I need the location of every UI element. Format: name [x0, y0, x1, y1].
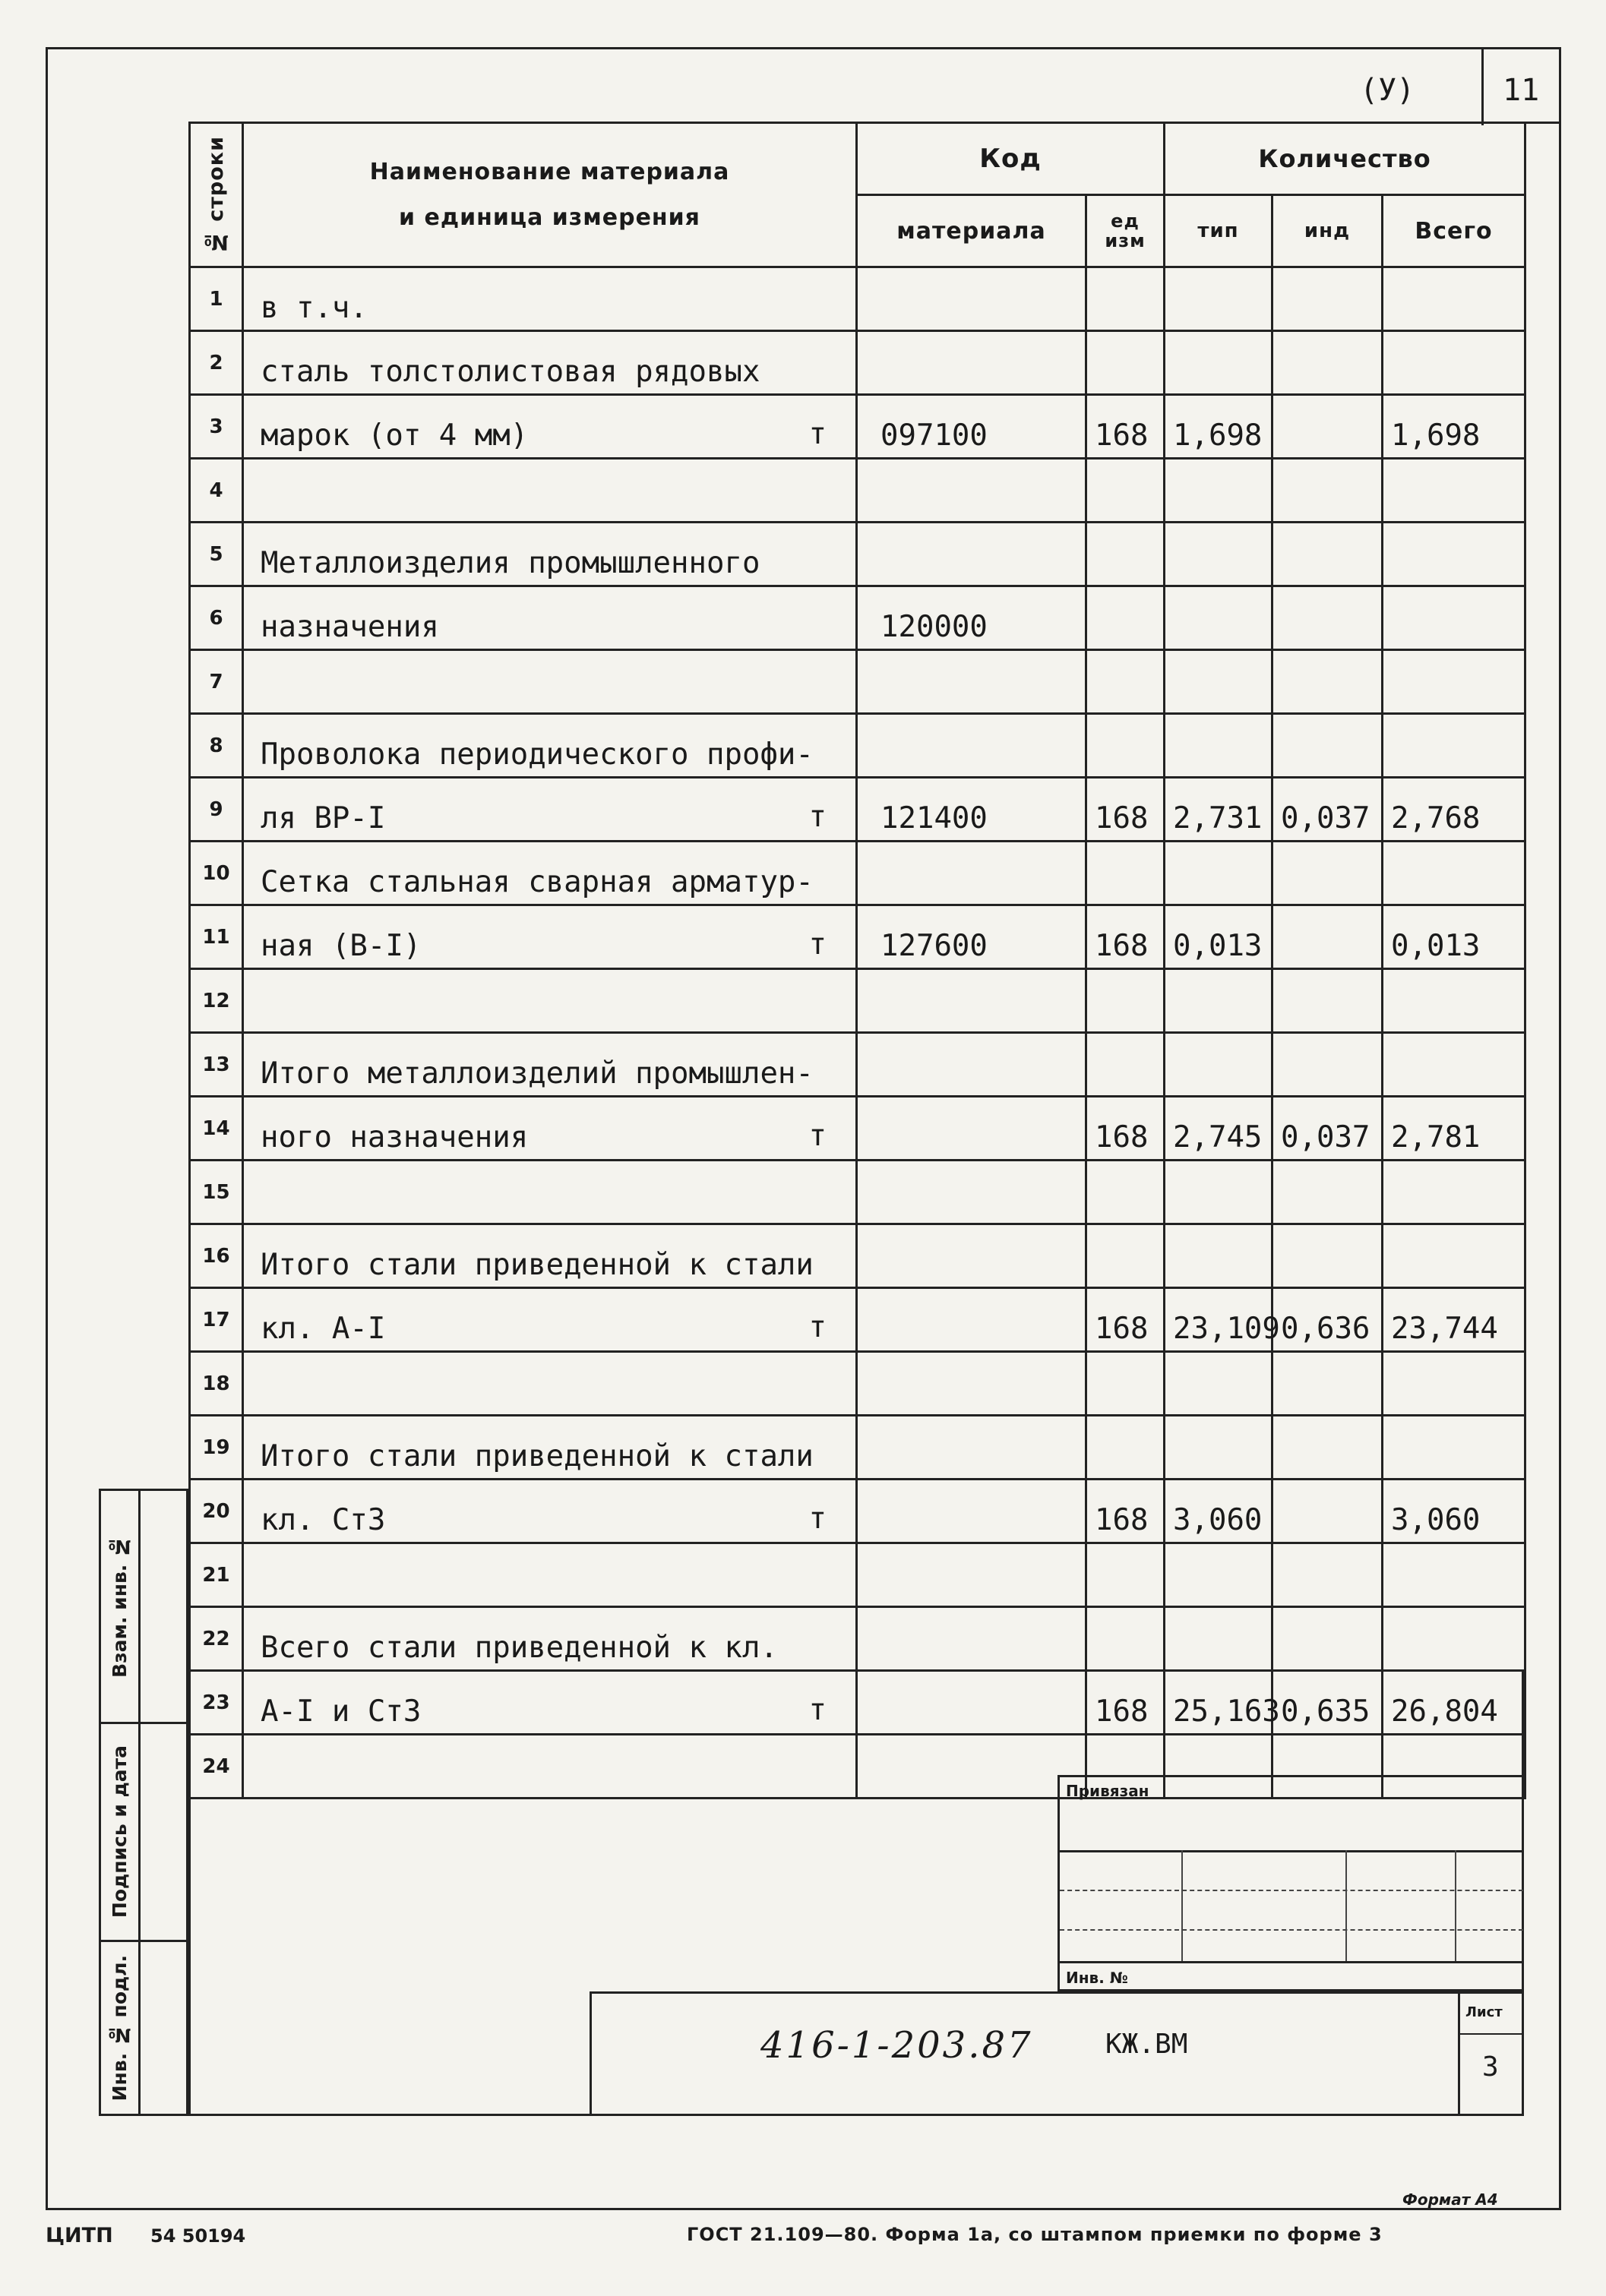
material-code — [857, 331, 1086, 395]
unit-code — [1086, 331, 1165, 395]
row-number: 20 — [190, 1480, 243, 1543]
material-name-text: кл. А-I — [261, 1312, 386, 1346]
measure-unit: т — [808, 417, 827, 451]
qty-typ — [1165, 459, 1272, 523]
unit-code — [1086, 586, 1165, 650]
qty-total — [1383, 523, 1525, 586]
table-row — [190, 1416, 1525, 1480]
qty-total: 2,768 — [1383, 778, 1525, 842]
material-code — [857, 1543, 1086, 1607]
inv-no-label: Инв. № — [1066, 1969, 1128, 1987]
material-code — [857, 650, 1086, 714]
measure-unit: т — [808, 1502, 827, 1536]
unit-code — [1086, 1416, 1165, 1480]
col-name — [243, 123, 857, 267]
table-row — [190, 1543, 1525, 1607]
qty-total — [1383, 969, 1525, 1033]
unit-code — [1086, 1543, 1165, 1607]
qty-typ — [1165, 842, 1272, 905]
qty-ind — [1272, 1224, 1383, 1288]
table-row — [190, 1224, 1525, 1288]
row-number: 23 — [190, 1671, 243, 1735]
material-name-text: ного назначения — [261, 1120, 529, 1154]
qty-ind — [1272, 714, 1383, 778]
material-code — [857, 1033, 1086, 1097]
material-name-text: Сетка стальная сварная арматур- — [261, 865, 814, 899]
qty-total — [1383, 842, 1525, 905]
corner-label: (У) — [1360, 73, 1415, 108]
unit-code: 168 — [1086, 1671, 1165, 1735]
material-code: 127600 — [857, 905, 1086, 969]
privyazan-block — [1057, 1775, 1524, 1991]
row-number: 13 — [190, 1033, 243, 1097]
format-label: Формат А4 — [1402, 2190, 1498, 2209]
material-name — [243, 1543, 857, 1607]
table-row — [190, 331, 1525, 395]
table-row — [190, 1607, 1525, 1671]
qty-typ — [1165, 1543, 1272, 1607]
table-row — [190, 267, 1525, 331]
col-name-line1: Наименование материала — [369, 158, 730, 185]
material-name — [243, 395, 857, 459]
qty-ind — [1272, 1033, 1383, 1097]
measure-unit: т — [808, 800, 827, 834]
unit-code — [1086, 969, 1165, 1033]
qty-typ — [1165, 650, 1272, 714]
material-name — [243, 523, 857, 586]
qty-typ — [1165, 1416, 1272, 1480]
row-number: 1 — [190, 267, 243, 331]
privyazan-label: Привязан — [1066, 1782, 1149, 1800]
material-name — [243, 1097, 857, 1161]
qty-typ — [1165, 969, 1272, 1033]
table-row — [190, 1480, 1525, 1543]
side-podpis — [99, 1722, 188, 1942]
col-code-material: материала — [857, 195, 1086, 267]
material-name — [243, 1288, 857, 1352]
unit-code — [1086, 459, 1165, 523]
material-code — [857, 714, 1086, 778]
table-row — [190, 395, 1525, 459]
material-name — [243, 905, 857, 969]
qty-ind: 0,037 — [1272, 1097, 1383, 1161]
material-code — [857, 842, 1086, 905]
material-code — [857, 459, 1086, 523]
row-number: 19 — [190, 1416, 243, 1480]
doc-mark: КЖ.ВМ — [1105, 2029, 1188, 2060]
material-name — [243, 1480, 857, 1543]
qty-total — [1383, 459, 1525, 523]
qty-ind — [1272, 331, 1383, 395]
table-row — [190, 714, 1525, 778]
side-vzam — [99, 1489, 188, 1724]
row-number: 22 — [190, 1607, 243, 1671]
qty-total — [1383, 1607, 1525, 1671]
material-code: 097100 — [857, 395, 1086, 459]
qty-typ — [1165, 523, 1272, 586]
material-code — [857, 1352, 1086, 1416]
row-number: 24 — [190, 1735, 243, 1799]
qty-ind — [1272, 1161, 1383, 1224]
sheet-value: 3 — [1482, 2051, 1499, 2083]
qty-total: 1,698 — [1383, 395, 1525, 459]
material-name — [243, 778, 857, 842]
material-name-text: А-I и Ст3 — [261, 1694, 422, 1729]
qty-total — [1383, 1416, 1525, 1480]
table-row — [190, 778, 1525, 842]
material-name-text: в т.ч. — [261, 291, 368, 325]
row-number: 10 — [190, 842, 243, 905]
material-name — [243, 1352, 857, 1416]
unit-code: 168 — [1086, 1480, 1165, 1543]
row-number: 18 — [190, 1352, 243, 1416]
material-code — [857, 1161, 1086, 1224]
qty-typ — [1165, 1352, 1272, 1416]
table-row — [190, 1161, 1525, 1224]
qty-ind — [1272, 969, 1383, 1033]
qty-total — [1383, 650, 1525, 714]
measure-unit: т — [808, 1310, 827, 1344]
qty-total — [1383, 1543, 1525, 1607]
table-row — [190, 523, 1525, 586]
unit-code — [1086, 650, 1165, 714]
row-number: 7 — [190, 650, 243, 714]
footer-gost: ГОСТ 21.109—80. Форма 1а, со штампом приемки по форме 3 — [687, 2224, 1383, 2245]
col-row-number: № строки — [190, 123, 243, 267]
doc-code: 416-1-203.87 — [760, 2024, 1033, 2067]
row-number: 8 — [190, 714, 243, 778]
qty-ind — [1272, 523, 1383, 586]
qty-ind — [1272, 842, 1383, 905]
qty-typ — [1165, 1224, 1272, 1288]
qty-total: 3,060 — [1383, 1480, 1525, 1543]
material-code — [857, 1224, 1086, 1288]
row-number: 3 — [190, 395, 243, 459]
qty-typ — [1165, 1033, 1272, 1097]
material-name — [243, 650, 857, 714]
material-name-text: назначения — [261, 610, 439, 644]
table-row — [190, 650, 1525, 714]
qty-total: 23,744 — [1383, 1288, 1525, 1352]
qty-typ: 23,109 — [1165, 1288, 1272, 1352]
material-name — [243, 1033, 857, 1097]
qty-ind — [1272, 1607, 1383, 1671]
col-code-group: Код — [857, 123, 1165, 195]
unit-code: 168 — [1086, 395, 1165, 459]
material-name — [243, 714, 857, 778]
qty-typ: 0,013 — [1165, 905, 1272, 969]
material-name-text: сталь толстолистовая рядовых — [261, 355, 760, 389]
material-code — [857, 1416, 1086, 1480]
qty-ind — [1272, 650, 1383, 714]
row-number: 17 — [190, 1288, 243, 1352]
row-number: 9 — [190, 778, 243, 842]
material-code — [857, 1288, 1086, 1352]
unit-code: 168 — [1086, 905, 1165, 969]
unit-code — [1086, 1607, 1165, 1671]
row-number: 5 — [190, 523, 243, 586]
measure-unit: т — [808, 927, 827, 962]
table-row — [190, 842, 1525, 905]
qty-typ: 1,698 — [1165, 395, 1272, 459]
qty-ind — [1272, 1480, 1383, 1543]
row-number: 15 — [190, 1161, 243, 1224]
unit-code — [1086, 523, 1165, 586]
unit-code — [1086, 1352, 1165, 1416]
material-name-text: Всего стали приведенной к кл. — [261, 1631, 778, 1665]
table-row — [190, 1033, 1525, 1097]
unit-code: 168 — [1086, 1288, 1165, 1352]
qty-typ: 25,163 — [1165, 1671, 1272, 1735]
col-qty-group: Количество — [1165, 123, 1525, 195]
material-name-text: Проволока периодического профи- — [261, 737, 814, 772]
row-number: 6 — [190, 586, 243, 650]
material-name — [243, 1607, 857, 1671]
unit-code — [1086, 267, 1165, 331]
material-name — [243, 969, 857, 1033]
qty-typ — [1165, 1161, 1272, 1224]
qty-ind: 0,635 — [1272, 1671, 1383, 1735]
material-name-text: Итого стали приведенной к стали — [261, 1439, 814, 1473]
row-number: 11 — [190, 905, 243, 969]
qty-ind — [1272, 1352, 1383, 1416]
table-row — [190, 969, 1525, 1033]
material-code — [857, 523, 1086, 586]
table-row — [190, 459, 1525, 523]
table-row — [190, 1288, 1525, 1352]
qty-typ: 3,060 — [1165, 1480, 1272, 1543]
qty-ind — [1272, 586, 1383, 650]
materials-table — [188, 122, 1526, 1799]
side-podpis-label: Подпись и дата — [109, 1745, 131, 1919]
side-vzam-label: Взам. инв. № — [109, 1535, 131, 1678]
row-number: 21 — [190, 1543, 243, 1607]
qty-typ — [1165, 331, 1272, 395]
qty-ind — [1272, 395, 1383, 459]
material-name — [243, 459, 857, 523]
side-inv-podl-label: Инв. № подл. — [109, 1954, 131, 2102]
material-name — [243, 586, 857, 650]
material-name — [243, 331, 857, 395]
measure-unit: т — [808, 1119, 827, 1153]
row-number: 16 — [190, 1224, 243, 1288]
material-name-text: Металлоизделия промышленного — [261, 546, 760, 580]
material-code — [857, 1607, 1086, 1671]
unit-code — [1086, 1161, 1165, 1224]
material-name — [243, 267, 857, 331]
corner-divider — [1481, 47, 1484, 125]
qty-typ — [1165, 267, 1272, 331]
col-qty-total: Всего — [1383, 195, 1525, 267]
qty-total — [1383, 1224, 1525, 1288]
col-name-line2: и единица измерения — [399, 204, 700, 231]
material-name-text: ля ВР-I — [261, 801, 386, 835]
unit-code — [1086, 714, 1165, 778]
qty-total: 26,804 — [1383, 1671, 1525, 1735]
side-inv-podl — [99, 1940, 188, 2116]
qty-typ — [1165, 1607, 1272, 1671]
row-number: 12 — [190, 969, 243, 1033]
unit-code — [1086, 1224, 1165, 1288]
measure-unit: т — [808, 1693, 827, 1727]
qty-ind — [1272, 459, 1383, 523]
footer-number: 54 50194 — [150, 2225, 246, 2247]
qty-total — [1383, 267, 1525, 331]
qty-total — [1383, 331, 1525, 395]
material-name-text: кл. Ст3 — [261, 1503, 386, 1537]
title-block — [590, 1991, 1524, 2116]
material-code — [857, 969, 1086, 1033]
material-code: 121400 — [857, 778, 1086, 842]
qty-typ: 2,745 — [1165, 1097, 1272, 1161]
material-name — [243, 1416, 857, 1480]
material-code — [857, 1480, 1086, 1543]
material-name — [243, 1224, 857, 1288]
material-name — [243, 842, 857, 905]
unit-code: 168 — [1086, 1097, 1165, 1161]
qty-total — [1383, 714, 1525, 778]
qty-total — [1383, 1033, 1525, 1097]
row-number: 14 — [190, 1097, 243, 1161]
qty-typ — [1165, 714, 1272, 778]
row-number: 4 — [190, 459, 243, 523]
sheet-label: Лист — [1465, 2004, 1503, 2020]
material-code — [857, 1097, 1086, 1161]
qty-ind: 0,037 — [1272, 778, 1383, 842]
material-code: 120000 — [857, 586, 1086, 650]
col-qty-ind: инд — [1272, 195, 1383, 267]
row-number: 2 — [190, 331, 243, 395]
unit-code — [1086, 1033, 1165, 1097]
qty-total: 0,013 — [1383, 905, 1525, 969]
qty-typ — [1165, 586, 1272, 650]
qty-ind — [1272, 1416, 1383, 1480]
table-row — [190, 905, 1525, 969]
qty-total — [1383, 1352, 1525, 1416]
qty-total — [1383, 586, 1525, 650]
qty-total: 2,781 — [1383, 1097, 1525, 1161]
table-row — [190, 1097, 1525, 1161]
qty-total — [1383, 1161, 1525, 1224]
unit-code — [1086, 842, 1165, 905]
corner-sheet-number: 11 — [1503, 73, 1540, 108]
table-row — [190, 1352, 1525, 1416]
col-code-unit: ед изм — [1086, 195, 1165, 267]
qty-ind — [1272, 267, 1383, 331]
qty-typ: 2,731 — [1165, 778, 1272, 842]
material-name-text: Итого металлоизделий промышлен- — [261, 1056, 814, 1091]
unit-code: 168 — [1086, 778, 1165, 842]
material-name — [243, 1161, 857, 1224]
material-code — [857, 267, 1086, 331]
col-qty-typ: тип — [1165, 195, 1272, 267]
table-row — [190, 586, 1525, 650]
qty-ind: 0,636 — [1272, 1288, 1383, 1352]
qty-ind — [1272, 905, 1383, 969]
footer-org: ЦИТП — [46, 2224, 113, 2247]
material-name-text: Итого стали приведенной к стали — [261, 1248, 814, 1282]
material-name-text: ная (В-I) — [261, 929, 422, 963]
material-name-text: марок (от 4 мм) — [261, 418, 529, 453]
qty-ind — [1272, 1543, 1383, 1607]
